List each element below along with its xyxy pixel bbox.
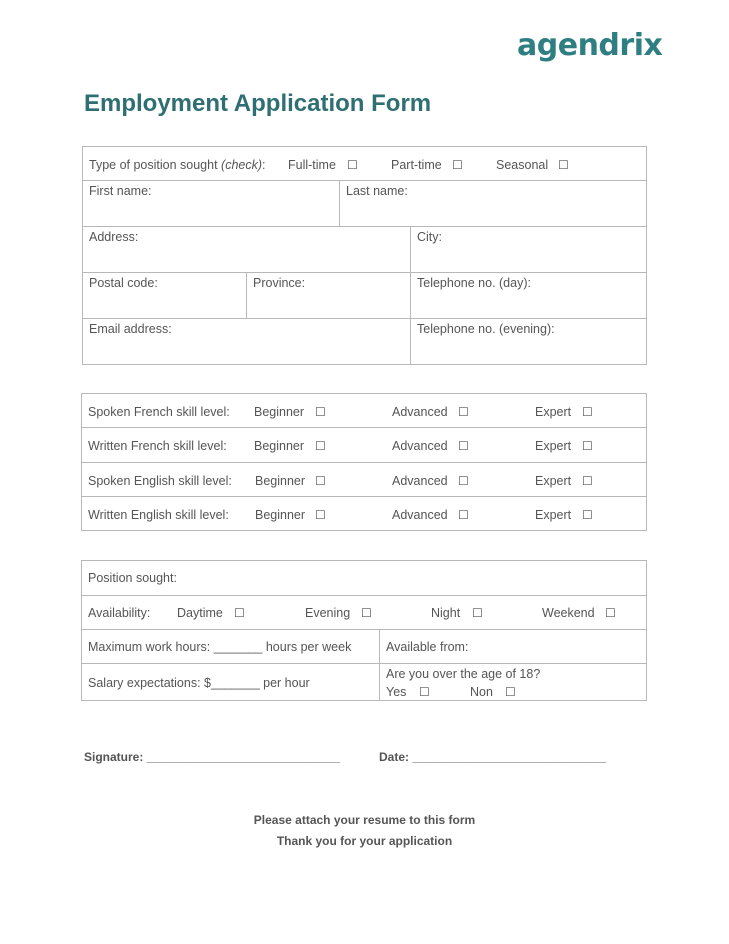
age-yes-checkbox[interactable]: ☐	[419, 685, 430, 699]
evening-option: Evening	[305, 606, 351, 620]
beginner-checkbox[interactable]: ☐	[315, 508, 326, 522]
position-sought-field[interactable]: Position sought:	[88, 571, 177, 585]
telephone-day-field[interactable]: Telephone no. (day):	[417, 276, 531, 290]
beginner-checkbox[interactable]: ☐	[315, 439, 326, 453]
province-field[interactable]: Province:	[253, 276, 306, 290]
expert-checkbox[interactable]: ☐	[582, 474, 593, 488]
skill-row-label: Spoken English skill level:	[88, 474, 232, 488]
age-yes-option: Yes	[386, 685, 407, 699]
expert-checkbox[interactable]: ☐	[582, 439, 593, 453]
signature-field[interactable]: Signature: _____________________________	[84, 750, 341, 764]
advanced-checkbox[interactable]: ☐	[458, 405, 469, 419]
expert-option: Expert	[535, 405, 572, 419]
agendrix-logo: agendrix	[517, 28, 663, 63]
weekend-option: Weekend	[542, 606, 595, 620]
expert-option: Expert	[535, 474, 572, 488]
position-type-label: Type of position sought (check):	[89, 158, 266, 172]
page-title: Employment Application Form	[84, 90, 432, 117]
address-field[interactable]: Address:	[89, 230, 139, 244]
part-time-option: Part-time	[391, 158, 442, 172]
postal-code-field[interactable]: Postal code:	[89, 276, 158, 290]
beginner-option: Beginner	[255, 474, 306, 488]
night-option: Night	[431, 606, 461, 620]
part-time-checkbox[interactable]: ☐	[452, 158, 463, 172]
max-hours-field[interactable]: Maximum work hours: _______ hours per week	[88, 640, 352, 654]
age-no-checkbox[interactable]: ☐	[505, 685, 516, 699]
advanced-option: Advanced	[392, 508, 448, 522]
expert-option: Expert	[535, 508, 572, 522]
city-field[interactable]: City:	[417, 230, 442, 244]
expert-checkbox[interactable]: ☐	[582, 508, 593, 522]
skill-row-label: Written French skill level:	[88, 439, 227, 453]
skill-row-label: Spoken French skill level:	[88, 405, 230, 419]
salary-field[interactable]: Salary expectations: $_______ per hour	[88, 676, 310, 690]
email-field[interactable]: Email address:	[89, 322, 172, 336]
seasonal-checkbox[interactable]: ☐	[558, 158, 569, 172]
telephone-evening-field[interactable]: Telephone no. (evening):	[417, 322, 555, 336]
expert-option: Expert	[535, 439, 572, 453]
first-name-field[interactable]: First name:	[89, 184, 152, 198]
advanced-checkbox[interactable]: ☐	[458, 439, 469, 453]
advanced-option: Advanced	[392, 439, 448, 453]
attach-resume-note: Please attach your resume to this form	[253, 813, 476, 827]
daytime-checkbox[interactable]: ☐	[234, 606, 245, 620]
thank-you-note: Thank you for your application	[276, 834, 453, 848]
date-field[interactable]: Date: _____________________________	[379, 750, 606, 764]
beginner-option: Beginner	[254, 405, 305, 419]
age-no-option: Non	[470, 685, 493, 699]
full-time-option: Full-time	[288, 158, 336, 172]
beginner-option: Beginner	[255, 508, 306, 522]
weekend-checkbox[interactable]: ☐	[605, 606, 616, 620]
daytime-option: Daytime	[177, 606, 223, 620]
available-from-field[interactable]: Available from:	[386, 640, 469, 654]
advanced-checkbox[interactable]: ☐	[458, 508, 469, 522]
beginner-option: Beginner	[254, 439, 305, 453]
advanced-checkbox[interactable]: ☐	[458, 474, 469, 488]
skill-row-label: Written English skill level:	[88, 508, 229, 522]
expert-checkbox[interactable]: ☐	[582, 405, 593, 419]
last-name-field[interactable]: Last name:	[346, 184, 408, 198]
advanced-option: Advanced	[392, 474, 448, 488]
beginner-checkbox[interactable]: ☐	[315, 474, 326, 488]
age-question: Are you over the age of 18?	[386, 667, 541, 681]
availability-label: Availability:	[88, 606, 151, 620]
full-time-checkbox[interactable]: ☐	[347, 158, 358, 172]
advanced-option: Advanced	[392, 405, 448, 419]
evening-checkbox[interactable]: ☐	[361, 606, 372, 620]
seasonal-option: Seasonal	[496, 158, 549, 172]
beginner-checkbox[interactable]: ☐	[315, 405, 326, 419]
night-checkbox[interactable]: ☐	[472, 606, 483, 620]
